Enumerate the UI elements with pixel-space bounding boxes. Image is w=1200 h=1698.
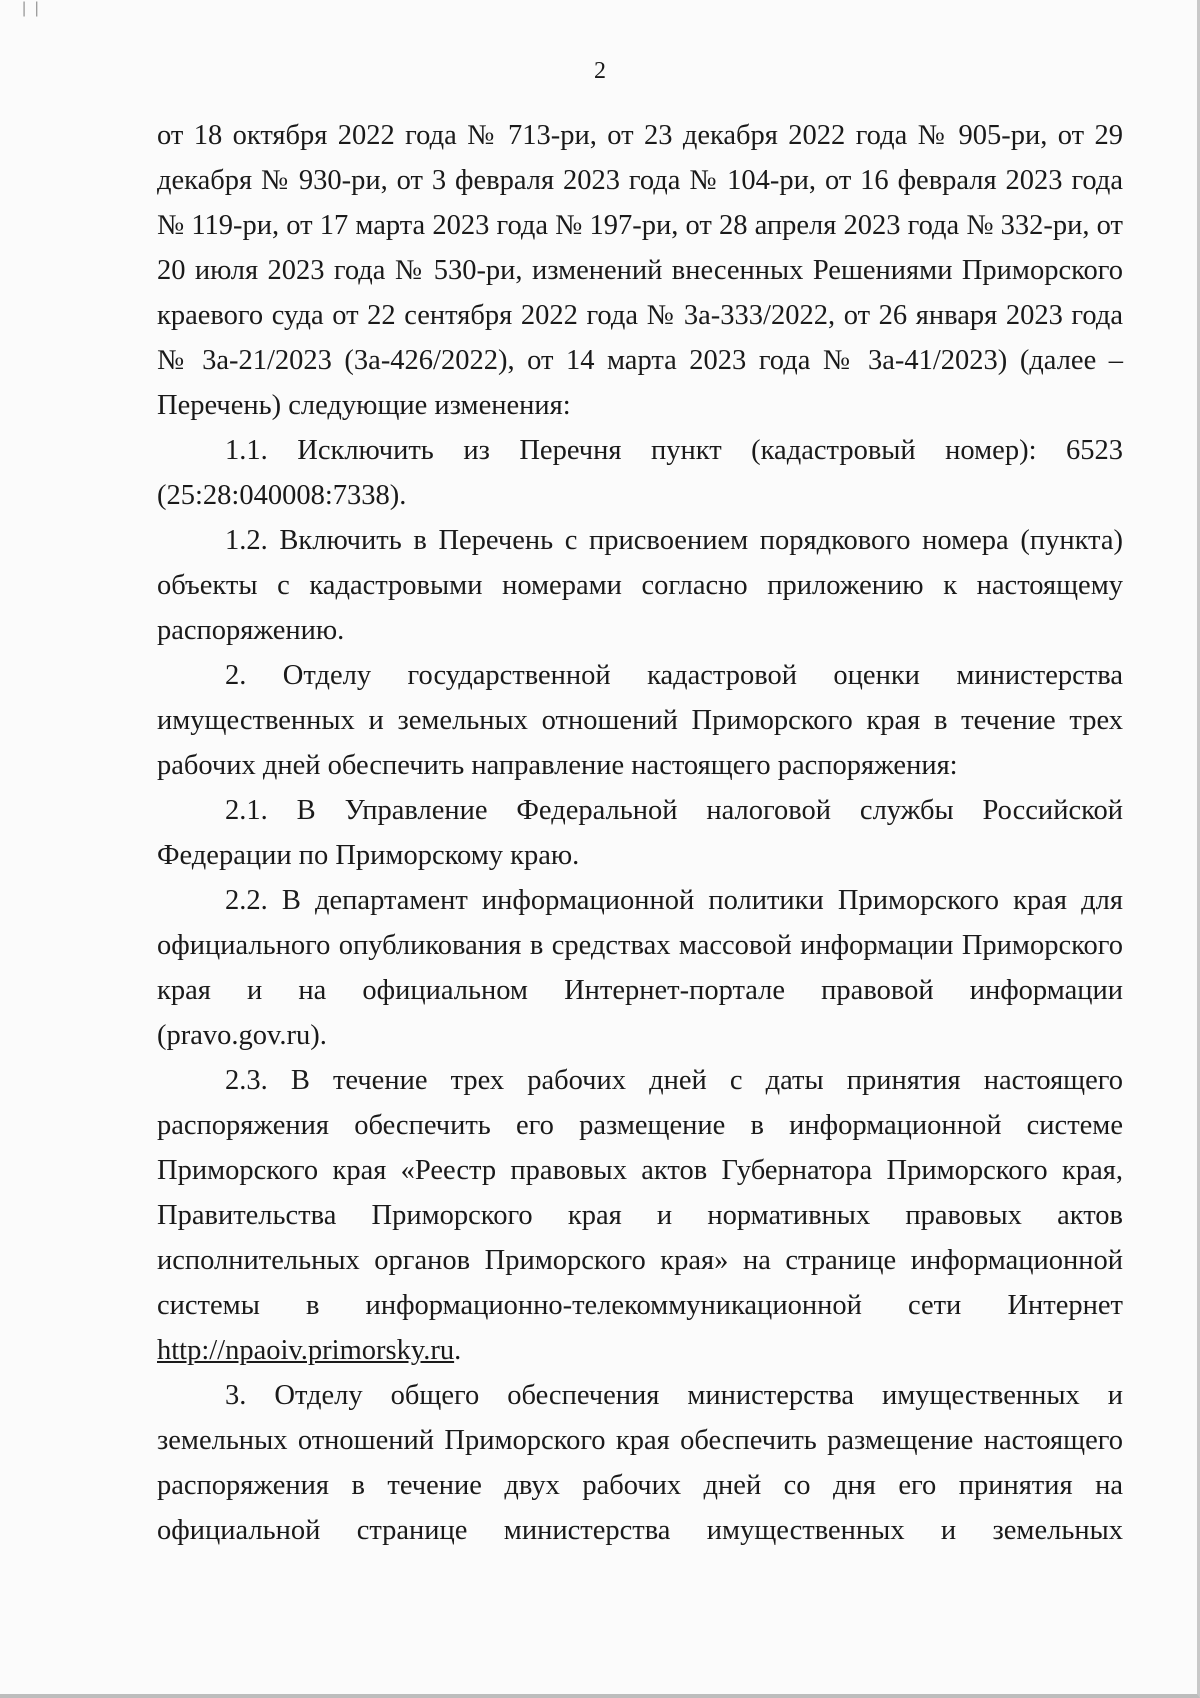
paragraph-intro: от 18 октября 2022 года № 713-ри, от 23 декабря 2022 года № 905-ри, от 29 декабря № 930-ри, от 3 февраля 2023 года № 104-ри, от 16 февраля 2023 года № 119-ри, от 17 марта 2023 года № 197-ри, от 28 апреля 2023 года № 332-ри, от 20 июля 2023 года № 530-ри, изменений внесенных Решениями Приморского краевого суда от 22 сентября 2022 года № 3а-333/2022, от 26 января 2023 года № 3а-21/2023 (3а-426/2022), от 14 марта 2023 года № 3а-41/2023) (далее – Перечень) следующие изменения: — [157, 120, 1123, 421]
document-body — [157, 113, 1123, 1553]
paragraph-2-3-text: 2.3. В течение трех рабочих дней с даты принятия настоящего распоряжения обеспечить его размещение в информационной системе Приморского края «Реестр правовых актов Губернатора Приморского края, Правительства Приморского края и нормативных правовых актов исполнительных органов Приморского края» на странице информационной системы в информационно-телекоммуникационной сети Интернет — [157, 1065, 1123, 1321]
scan-corner-mark: | | — [22, 0, 41, 17]
paragraph-2: 2. Отделу государственной кадастровой оценки министерства имущественных и земельных отношений Приморского края в течение трех рабочих дней обеспечить направление настоящего распоряжения: — [157, 660, 1123, 781]
paragraph-2-3-end: . — [454, 1335, 462, 1366]
page-number: 2 — [594, 58, 606, 84]
paragraph-1-1: 1.1. Исключить из Перечня пункт (кадастровый номер): 6523 (25:28:040008:7338). — [157, 435, 1123, 511]
paragraph-2-3 — [157, 1058, 1123, 1373]
paragraph-2-2: 2.2. В департамент информационной политики Приморского края для официального опубликования в средствах массовой информации Приморского края и на официальном Интернет-портале правовой информации (pravo.gov.ru). — [157, 885, 1123, 1051]
paragraph-3: 3. Отделу общего обеспечения министерства имущественных и земельных отношений Приморского края обеспечить размещение настоящего распоряжения в течение двух рабочих дней со дня его принятия на официальной странице министерства имущественных и земельных — [157, 1380, 1123, 1546]
paragraph-1-2: 1.2. Включить в Перечень с присвоением порядкового номера (пункта) объекты с кадастровыми номерами согласно приложению к настоящему распоряжению. — [157, 525, 1123, 646]
npaoiv-link[interactable]: http://npaoiv.primorsky.ru — [157, 1335, 455, 1366]
paragraph-2-1: 2.1. В Управление Федеральной налоговой службы Российской Федерации по Приморскому краю. — [157, 795, 1123, 871]
